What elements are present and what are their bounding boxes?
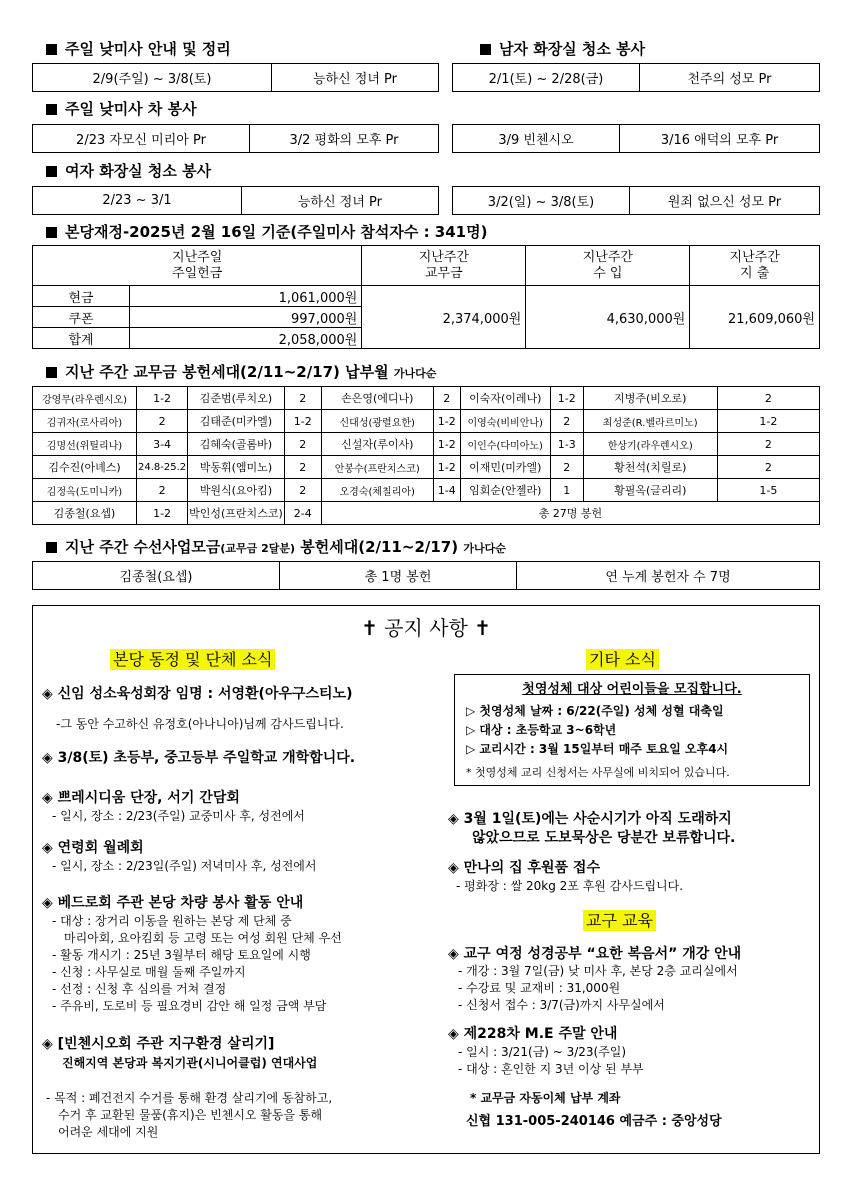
car-service-item: 3/2 평화의 모후 Pr [249,124,439,153]
donor-months: 2 [137,479,188,502]
notice-line: 않았으므로 도보묵상은 당분간 보류합니다. [472,830,736,846]
donor-months: 1-2 [433,433,460,456]
notice-list [52,913,342,1015]
fin-header: 수 입 [593,265,623,281]
notice-item: ◈ 연령회 월례회 [42,840,144,856]
donor-months: 1-2 [137,502,188,525]
donor-name: 김명선(위틸리나) [33,433,137,456]
notice-item: ◈ 신임 성소육성회장 임명 : 서영환(아우구스티노) [42,686,353,702]
left-heading: 본당 동정 및 단체 소식 [110,647,275,670]
donor-name: 황천석(치릴로) [583,456,717,479]
first-communion-list [466,702,728,759]
donor-name: 신설자(루이사) [321,433,433,456]
donor-months: 2 [550,410,583,433]
notice-line: - 수강료 및 교재비 : 31,000원 [458,981,621,995]
donor-name: 한상기(라우렌시오) [583,433,717,456]
donor-months: 2 [284,479,321,502]
women-restroom-dates-2: 3/2(일) ~ 3/8(토) [452,186,630,215]
donor-months: 2-4 [284,502,321,525]
donor-name: 이인수(다미아노) [460,433,550,456]
women-restroom-group-2: 원죄 없으신 성모 Pr [629,186,820,215]
fin-coupon: 997,000원 [130,307,362,328]
notice-line: - 활동 개시기 : 25년 3월부터 해당 토요일에 시행 [52,948,311,962]
right-heading: 기타 소식 [586,647,659,670]
notice-line: - 신청 : 사무실로 매월 둘째 주일까지 [52,965,246,979]
notice-line: - 목적 : 폐건전지 수거를 통해 환경 살리기에 동참하고, [46,1091,333,1105]
fin-expense: 21,609,060원 [690,286,820,349]
finance-table [32,245,820,349]
men-restroom-group: 천주의 성모 Pr [639,63,820,92]
donor-months: 2 [717,456,819,479]
edu-heading: 교구 교육 [583,908,656,931]
section-mission-title: 지난 주간 수선사업모금(교무금 2달분) 봉헌세대(2/11~2/17) 가나다순 [40,536,506,557]
notice-item: ◈ 만나의 집 후원품 접수 [448,860,600,876]
fin-header: 지 출 [740,265,770,281]
mission-cumulative: 연 누계 봉헌자 수 7명 [516,561,820,590]
car-service-item: 3/9 빈첸시오 [452,124,620,153]
donor-row [33,456,820,479]
notice-line: 어려운 세대에 지원 [58,1125,159,1139]
donor-name: 임회순(안젤라) [460,479,550,502]
notice-line: 마리아회, 요아킴회 등 고령 또는 여성 회원 단체 우선 [64,931,342,945]
donor-months: 2 [284,387,321,410]
notice-line: - 신청서 접수 : 3/7(금)까지 사무실에서 [458,998,665,1012]
donor-name: 황필옥(글리리) [583,479,717,502]
car-service-item: 2/23 자모신 미리아 Pr [32,124,250,153]
fin-row-label: 합계 [33,328,130,349]
donor-row [33,433,820,456]
notice-line: ▷ 교리시간 : 3월 15일부터 매주 토요일 오후4시 [466,742,729,756]
donor-name: 김귀자(로사리아) [33,410,137,433]
notice-list [458,963,738,1014]
donor-name: 지병주(비오로) [583,387,717,410]
donor-name: 안봉수(프란치스코) [321,456,433,479]
notice-item: ◈ 교구 여정 성경공부 “요한 복음서” 개강 안내 [448,946,742,962]
notice-item [448,810,735,848]
notice-sub: - 일시, 장소 : 2/23일(주일) 저녁미사 후, 성전에서 [52,859,317,873]
donor-months: 2 [284,433,321,456]
donor-months: 24.8-25.2 [137,456,188,479]
fin-total: 2,058,000원 [130,328,362,349]
first-communion-note: * 첫영성체 교리 신청서는 사무실에 비치되어 있습니다. [466,766,730,779]
donor-name: 김준범(루치오) [188,387,285,410]
section-finance-title: 본당재정-2025년 2월 16일 기준(주일미사 참석자수 : 341명) [40,221,487,242]
donor-name: 신대성(광렬요한) [321,410,433,433]
notice-line: ▷ 대상 : 초등학교 3~6학년 [466,723,617,737]
donor-row [33,479,820,502]
fin-income: 4,630,000원 [526,286,690,349]
notice-title: ✝ 공지 사항 ✝ [361,616,491,640]
donor-name: 박인성(프란치스코) [188,502,285,525]
mission-donor: 김종철(요셉) [32,561,280,590]
donor-name: 김혜숙(골롬바) [188,433,285,456]
fin-header: 지난주간 [729,249,780,265]
donors-total: 총 27명 봉헌 [321,502,819,525]
donor-name: 이재민(미카엘) [460,456,550,479]
donor-months: 1-3 [550,433,583,456]
donor-name: 이숙자(이레나) [460,387,550,410]
donor-name: 김정옥(도미니카) [33,479,137,502]
donor-months: 2 [284,456,321,479]
notice-sub: - 일시, 장소 : 2/23(주일) 교중미사 후, 성전에서 [52,809,305,823]
notice-sub: - 평화장 : 쌀 20kg 2포 후원 감사드립니다. [456,879,684,893]
fin-header: 지난주간 [582,249,633,265]
car-service-item: 3/16 애덕의 모후 Pr [619,124,820,153]
notice-line: 수거 후 교환된 물품(휴지)은 빈첸시오 활동을 통해 [58,1108,323,1122]
account-number: 신협 131-005-240146 예금주 : 중앙성당 [466,1114,722,1129]
fin-kyomu: 2,374,000원 [362,286,526,349]
notice-sub: -그 동안 수고하신 유정호(아나니아)님께 감사드립니다. [56,717,344,731]
fin-row-label: 쿠폰 [33,307,130,328]
notice-item: ◈ 베드로회 주관 본당 차량 봉사 활동 안내 [42,895,304,911]
mission-count: 총 1명 봉헌 [279,561,517,590]
donor-name: 김태준(미카엘) [188,410,285,433]
donor-months: 2 [433,387,460,410]
donor-months: 1-2 [717,410,819,433]
donor-name: 손은영(에디나) [321,387,433,410]
donor-months: 2 [137,410,188,433]
section-donors-title: 지난 주간 교무금 봉헌세대(2/11~2/17) 납부월 가나다순 [40,361,436,382]
fin-header: 지난주일 [172,249,223,265]
donor-months: 1-2 [433,410,460,433]
section-mass-guide-title: 주일 낮미사 안내 및 정리 [40,38,231,59]
donor-months: 1-2 [284,410,321,433]
notice-sub: 진해지역 본당과 복지기관(시니어클럽) 연대사업 [62,1056,318,1070]
notice-line: - 선정 : 신청 후 심의를 거쳐 결정 [52,982,227,996]
donor-months: 2 [550,456,583,479]
notice-line: - 개강 : 3월 7일(금) 낮 미사 후, 본당 2층 교리실에서 [458,964,738,978]
notice-line: ◈ 3월 1일(토)에는 사순시기가 아직 도래하지 [448,811,732,827]
fin-header: 교무금 [424,265,463,281]
donor-row [33,387,820,410]
donor-months: 1-5 [717,479,819,502]
donor-name: 김종철(요셉) [33,502,137,525]
fin-cash: 1,061,000원 [130,286,362,307]
section-men-restroom-title: 남자 화장실 청소 봉사 [474,38,645,59]
account-title: * 교무금 자동이체 납부 계좌 [470,1091,621,1105]
donor-months: 2 [717,433,819,456]
notice-line: ▷ 첫영성체 날짜 : 6/22(주일) 성체 성혈 대축일 [466,704,724,718]
notice-line: - 주유비, 도로비 등 필요경비 감안 해 일정 금액 부담 [52,999,327,1013]
mass-guide-dates: 2/9(주일) ~ 3/8(토) [32,63,272,92]
donor-months: 1-2 [433,456,460,479]
notice-item: ◈ [빈첸시오회 주관 지구환경 살리기] [42,1036,275,1052]
fin-header: 지난주간 [418,249,469,265]
donor-name: 박원식(요아킴) [188,479,285,502]
donor-name: 최성준(R.벨라르미노) [583,410,717,433]
donor-name: 강영무(라우렌시오) [33,387,137,410]
notice-list [46,1090,332,1141]
women-restroom-dates-1: 2/23 ~ 3/1 [32,186,242,215]
donor-row [33,410,820,433]
first-communion-title: 첫영성체 대상 어린이들을 모집합니다. [522,682,742,697]
section-car-service-title: 주일 낮미사 차 봉사 [40,98,197,119]
women-restroom-group-1: 능하신 정녀 Pr [241,186,439,215]
donor-name: 김수진(아녜스) [33,456,137,479]
notice-line: - 대상 : 장거리 이동을 원하는 본당 제 단체 중 [52,914,292,928]
donor-name: 오경숙(체칠리아) [321,479,433,502]
notice-line: - 대상 : 혼인한 지 3년 이상 된 부부 [458,1062,644,1076]
notice-list [458,1044,644,1078]
donors-table [32,386,820,525]
notice-line: - 일시 : 3/21(금) ~ 3/23(주일) [458,1045,627,1059]
donor-months: 2 [717,387,819,410]
fin-row-label: 현금 [33,286,130,307]
mass-guide-group: 능하신 정녀 Pr [271,63,439,92]
men-restroom-dates: 2/1(토) ~ 2/28(금) [452,63,640,92]
donor-months: 1-4 [433,479,460,502]
notice-item: ◈ 제228차 M.E 주말 안내 [448,1026,618,1042]
donor-months: 1-2 [550,387,583,410]
fin-header: 주일헌금 [172,265,223,281]
donor-months: 1 [550,479,583,502]
donor-months: 1-2 [137,387,188,410]
section-women-restroom-title: 여자 화장실 청소 봉사 [40,160,211,181]
donor-name: 박동휘(엠미노) [188,456,285,479]
notice-item: ◈ 쁘레시디움 단장, 서기 간담회 [42,790,240,806]
donor-name: 이영숙(비비안나) [460,410,550,433]
notice-item: ◈ 3/8(토) 초등부, 중고등부 주일학교 개학합니다. [42,750,356,766]
donor-months: 3-4 [137,433,188,456]
